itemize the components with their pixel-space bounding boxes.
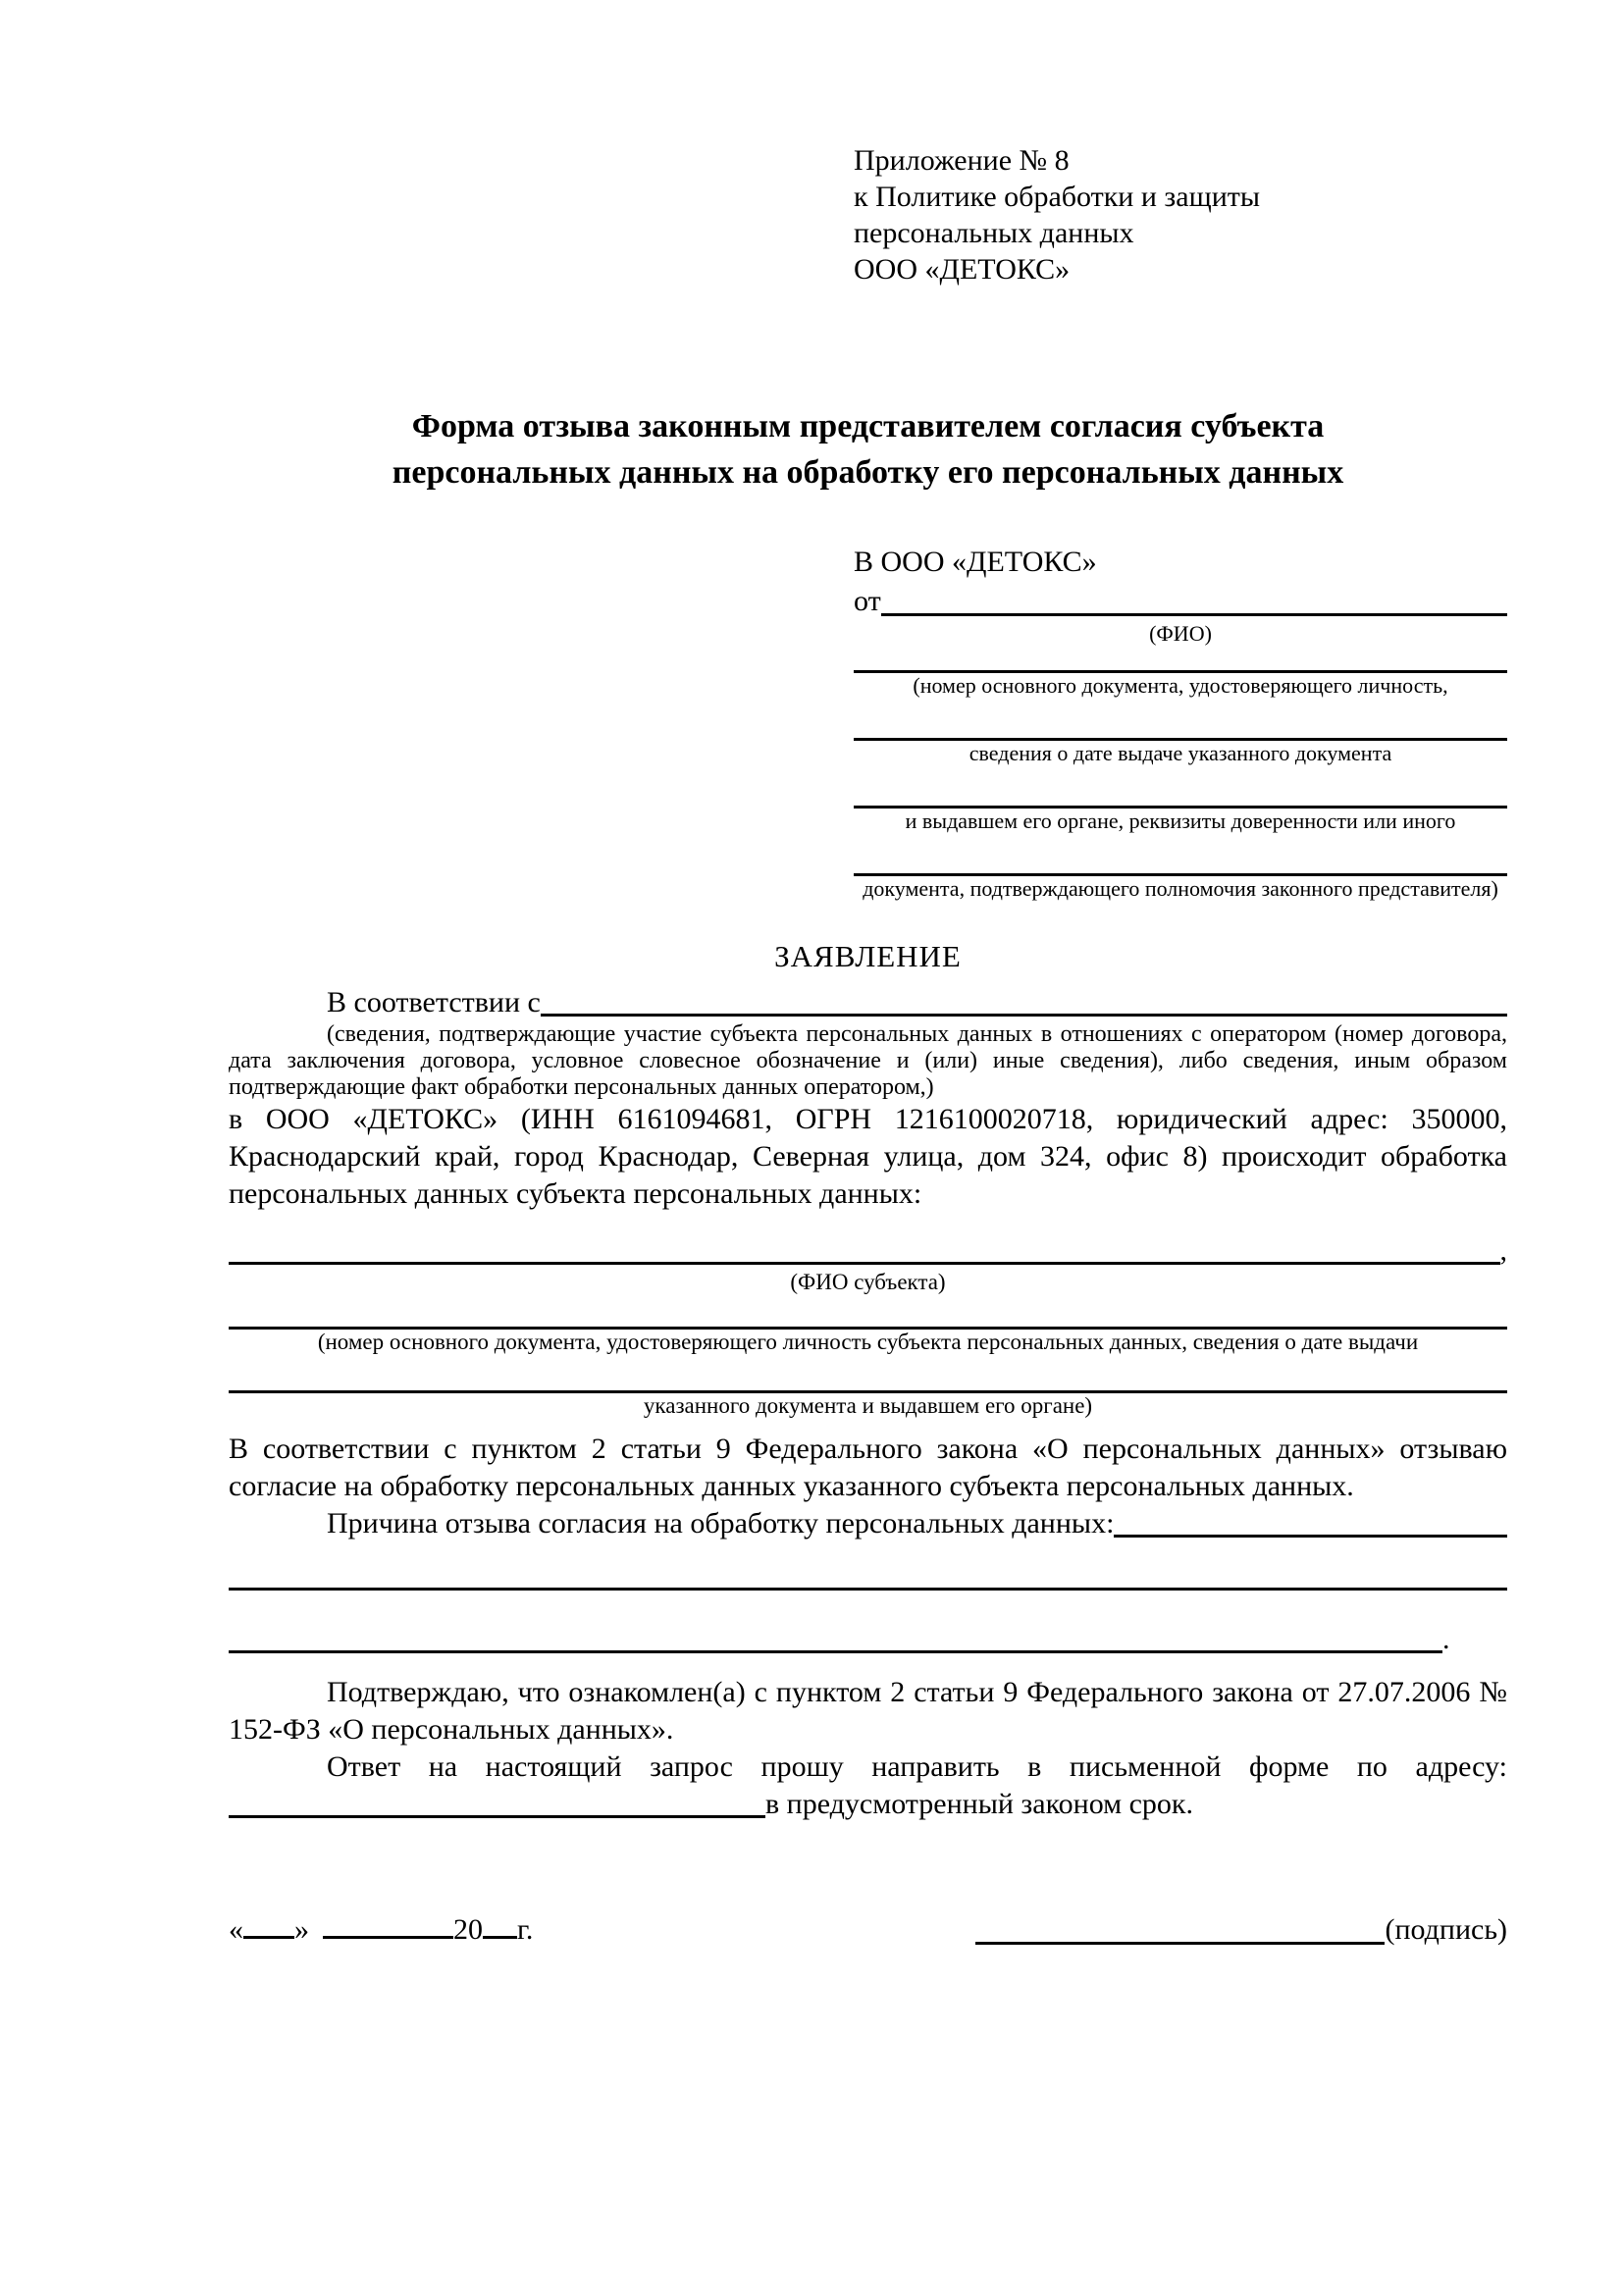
statement-heading: ЗАЯВЛЕНИЕ bbox=[774, 939, 962, 973]
subject-fio-fill-line bbox=[229, 1262, 1500, 1265]
representative-doc-group bbox=[854, 806, 1507, 834]
signature-field bbox=[975, 1906, 1507, 1950]
subject-line-suffix: , bbox=[1499, 1234, 1507, 1267]
reply-address-row bbox=[229, 1786, 1507, 1823]
representative-doc-group bbox=[854, 873, 1507, 902]
reason-label: Причина отзыва согласия на обработку персональных данных: bbox=[327, 1507, 1115, 1539]
form-title-line: Форма отзыва законным представителем согласия субъекта bbox=[411, 408, 1325, 444]
appendix-header-line: к Политике обработки и защиты bbox=[854, 181, 1261, 213]
signature-fill-line bbox=[975, 1942, 1385, 1945]
reason-row bbox=[229, 1505, 1507, 1542]
representative-doc-group bbox=[854, 670, 1507, 699]
month-fill-line bbox=[323, 1906, 453, 1939]
subject-fio-row bbox=[229, 1232, 1507, 1270]
appendix-header bbox=[854, 142, 1507, 287]
withdrawal-paragraph: В соответствии с пунктом 2 статьи 9 Федерального закона «О персональных данных» отзываю согласие на обработку персональных данных указанного субъекта персональных данных. bbox=[229, 1433, 1507, 1502]
from-label: от bbox=[854, 585, 881, 617]
intro-fill-line bbox=[541, 1014, 1507, 1017]
address-fill-line bbox=[229, 1815, 765, 1818]
blank-line-suffix: . bbox=[1442, 1623, 1450, 1655]
doc-caption: и выдавшем его органе, реквизиты доверенности или иного bbox=[905, 809, 1456, 833]
doc-caption: (номер основного документа, удостоверяющего личность, bbox=[913, 673, 1448, 698]
from-fill-line bbox=[881, 613, 1507, 616]
intro-note: (сведения, подтверждающие участие субъекта персональных данных в отношениях с оператором (номер договора, дата заключения договора, условное словесное обозначение и (или) иные сведения), либо сведения, иным образом подтверждающие факт обработки персональных данных оператором,) bbox=[229, 1021, 1507, 1100]
blank-line-row bbox=[229, 1621, 1507, 1658]
blank-line bbox=[229, 1588, 1507, 1591]
footer bbox=[229, 1906, 1507, 1950]
subject-doc-caption: (номер основного документа, удостоверяющего личность субъекта персональных данных, сведения о дате выдачи bbox=[317, 1330, 1419, 1354]
operator-paragraph: в ООО «ДЕТОКС» (ИНН 6161094681, ОГРН 1216100020718, юридический адрес: 350000, Краснодарский край, город Краснодар, Северная улица, дом 324, офис 8) происходит обработка персональных данных субъекта персональных данных: bbox=[229, 1103, 1507, 1210]
addressee-organization: В ООО «ДЕТОКС» bbox=[854, 546, 1097, 578]
intro-row bbox=[229, 984, 1507, 1021]
reply-paragraph: Ответ на настоящий запрос прошу направить в письменной форме по адресу: bbox=[327, 1750, 1507, 1783]
form-title-line: персональных данных на обработку его персональных данных bbox=[392, 454, 1344, 491]
appendix-header-line: персональных данных bbox=[854, 217, 1134, 249]
appendix-header-line: Приложение № 8 bbox=[854, 144, 1070, 177]
year-suffix: г. bbox=[517, 1913, 534, 1946]
subject-doc-caption: указанного документа и выдавшем его органе) bbox=[643, 1393, 1093, 1418]
doc-caption: сведения о дате выдаче указанного документа bbox=[969, 741, 1392, 765]
date-close-quote: » bbox=[294, 1913, 309, 1946]
reply-tail: в предусмотренный законом срок. bbox=[765, 1788, 1193, 1820]
appendix-header-line: ООО «ДЕТОКС» bbox=[854, 253, 1071, 286]
date-field bbox=[229, 1906, 533, 1950]
year-fill-line bbox=[483, 1906, 517, 1939]
subject-fio-caption: (ФИО субъекта) bbox=[790, 1270, 946, 1294]
form-title bbox=[229, 403, 1507, 496]
year-prefix: 20 bbox=[453, 1913, 483, 1946]
fio-caption: (ФИО) bbox=[1149, 621, 1212, 646]
blank-line bbox=[229, 1650, 1442, 1653]
signature-caption: (подпись) bbox=[1385, 1913, 1507, 1946]
day-fill-line bbox=[243, 1906, 294, 1939]
reason-fill-line bbox=[1114, 1535, 1507, 1538]
addressee-block bbox=[854, 543, 1507, 902]
doc-caption: документа, подтверждающего полномочия законного представителя) bbox=[863, 876, 1498, 901]
confirm-paragraph: Подтверждаю, что ознакомлен(а) с пунктом 2 статьи 9 Федерального закона от 27.07.2006 № 152-ФЗ «О персональных данных». bbox=[229, 1676, 1507, 1746]
representative-doc-group bbox=[854, 738, 1507, 766]
from-row bbox=[854, 582, 1507, 621]
date-open-quote: « bbox=[229, 1913, 243, 1946]
intro-label: В соответствии с bbox=[327, 986, 541, 1018]
